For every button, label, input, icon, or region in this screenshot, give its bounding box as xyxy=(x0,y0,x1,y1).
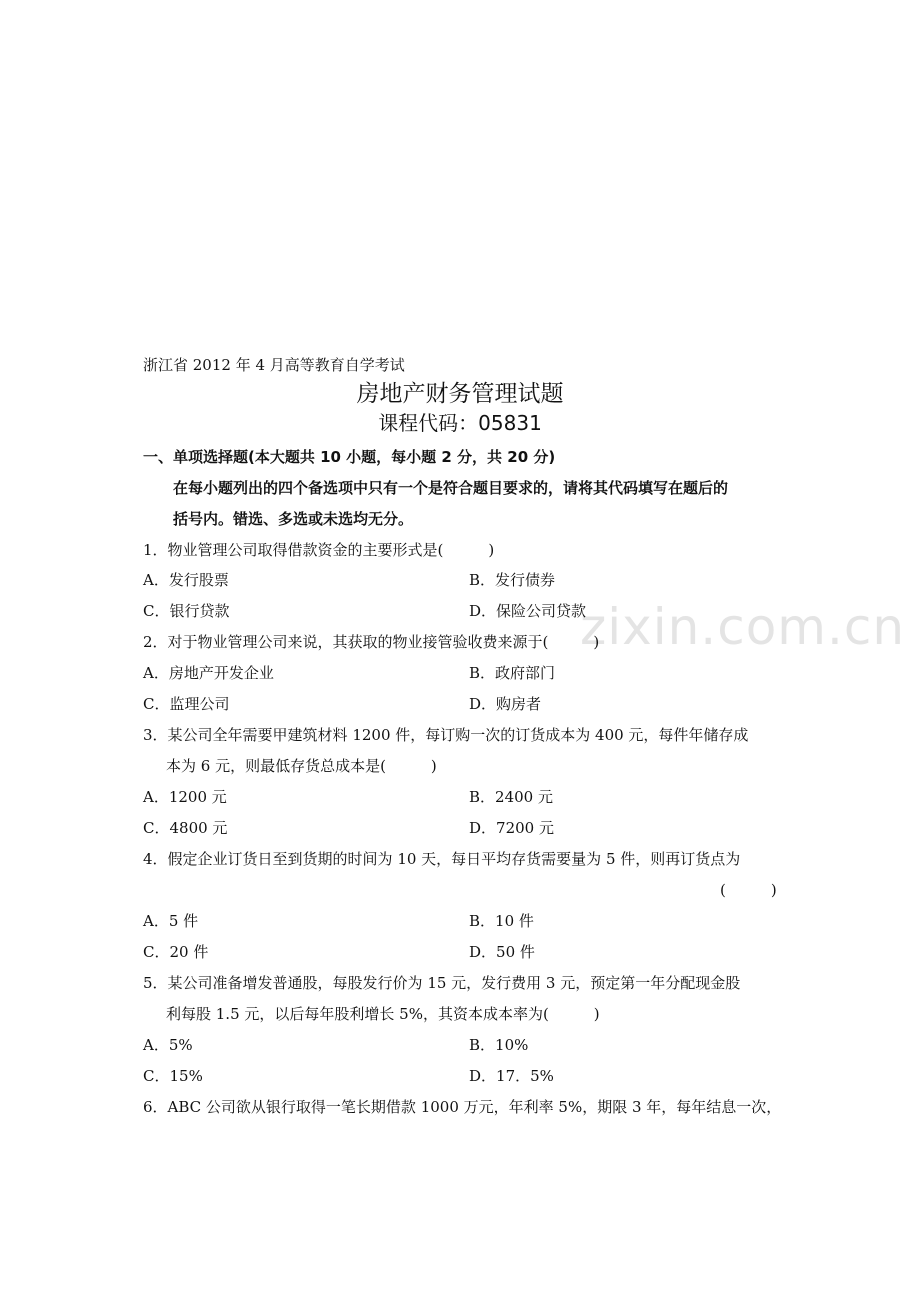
question-stem: 5．某公司准备增发普通股，每股发行价为 15 元，发行费用 3 元，预定第一年分配现金股 xyxy=(143,974,741,992)
option-a: A．1200 元 xyxy=(143,788,227,806)
instruction-line: 在每小题列出的四个备选项中只有一个是符合题目要求的，请将其代码填写在题后的 xyxy=(173,479,729,497)
section-heading: 一、单项选择题(本大题共 10 小题，每小题 2 分，共 20 分) xyxy=(143,448,556,466)
question-stem-continued: 本为 6 元，则最低存货总成本是( ) xyxy=(166,757,437,775)
question-stem: 2．对于物业管理公司来说，其获取的物业接管验收费来源于( ) xyxy=(143,633,600,651)
option-c: C．20 件 xyxy=(143,943,209,961)
question-stem: 1．物业管理公司取得借款资金的主要形式是( ) xyxy=(143,541,495,559)
question-stem: 4．假定企业订货日至到货期的时间为 10 天，每日平均存货需要量为 5 件，则再订货点为 xyxy=(143,850,741,868)
option-b: B．10% xyxy=(469,1036,529,1054)
option-a: A．发行股票 xyxy=(143,571,229,589)
option-c: C．15% xyxy=(143,1067,203,1085)
option-d: D．7200 元 xyxy=(469,819,554,837)
question-stem-continued: 利每股 1.5 元，以后每年股利增长 5%，其资本成本率为( ) xyxy=(166,1005,600,1023)
exam-info: 浙江省 2012 年 4 月高等教育自学考试 xyxy=(143,356,405,374)
option-d: D．50 件 xyxy=(469,943,535,961)
option-c: C．监理公司 xyxy=(143,695,230,713)
option-d: D．购房者 xyxy=(469,695,542,713)
watermark: zixin.com.cn xyxy=(580,598,906,656)
option-b: B．2400 元 xyxy=(469,788,553,806)
option-a: A．房地产开发企业 xyxy=(143,664,274,682)
answer-blank: ( ) xyxy=(720,881,777,899)
option-a: A．5 件 xyxy=(143,912,199,930)
option-a: A．5% xyxy=(143,1036,193,1054)
option-b: B．政府部门 xyxy=(469,664,556,682)
instruction-line: 括号内。错选、多选或未选均无分。 xyxy=(173,510,414,528)
option-d: D．17．5% xyxy=(469,1067,554,1085)
option-c: C．4800 元 xyxy=(143,819,228,837)
question-stem: 3．某公司全年需要甲建筑材料 1200 件，每订购一次的订货成本为 400 元，每件年储存成 xyxy=(143,726,749,744)
page-title: 房地产财务管理试题 xyxy=(356,381,564,407)
course-code: 课程代码：05831 xyxy=(378,411,542,435)
option-d: D．保险公司贷款 xyxy=(469,602,587,620)
question-stem: 6．ABC 公司欲从银行取得一笔长期借款 1000 万元，年利率 5%，期限 3 年，每年结息一次， xyxy=(143,1098,782,1116)
option-b: B．10 件 xyxy=(469,912,534,930)
option-c: C．银行贷款 xyxy=(143,602,230,620)
option-b: B．发行债券 xyxy=(469,571,556,589)
